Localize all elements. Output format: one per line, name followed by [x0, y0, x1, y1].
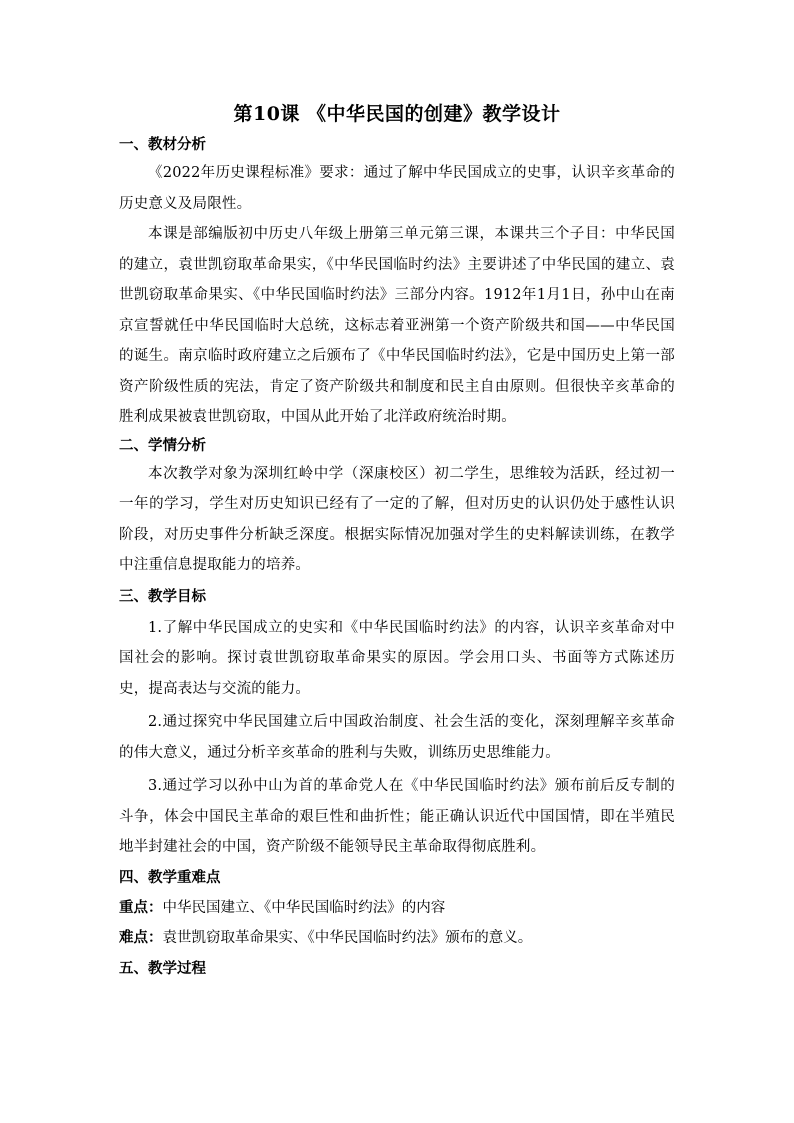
difficult-point-text: 袁世凯窃取革命果实、《中华民国临时约法》颁布的意义。 — [162, 930, 533, 946]
paragraph-student-analysis: 本次教学对象为深圳红岭中学（深康校区）初二学生，思维较为活跃，经过初一一年的学习，学生对历史知识已经有了一定的了解，但对历史的认识仍处于感性认识阶段，对历史事件分析缺乏深度。根据实际情况加强对学生的史料解读训练，在教学中注重信息提取能力的培养。 — [119, 465, 675, 573]
document-title: 第10课 《中华民国的创建》教学设计 — [233, 103, 561, 125]
document-page — [119, 100, 675, 984]
key-point-text: 中华民国建立、《中华民国临时约法》的内容 — [162, 899, 446, 916]
paragraph-goal-1: 1.了解中华民国成立的史实和《中华民国临时约法》的内容，认识辛亥革命对中国社会的影响。探讨袁世凯窃取革命果实的原因。学会用口头、书面等方式陈述历史，提高表达与交流的能力。 — [119, 619, 675, 697]
paragraph-lesson-overview: 本课是部编版初中历史八年级上册第三单元第三课，本课共三个子目：中华民国的建立，袁世凯窃取革命果实，《中华民国临时约法》主要讲述了中华民国的建立、袁世凯窃取革命果实、《中华民国临时约法》三部分内容。1912年1月1日，孙中山在南京宣誓就任中华民国临时大总统，这标志着亚洲第一个资产阶级共和国——中华民国的诞生。南京临时政府建立之后颁布了《中华民国临时约法》，它是中国历史上第一部资产阶级性质的宪法，肯定了资产阶级共和制度和民主自由原则。但很快辛亥革命的胜利成果被袁世凯窃取，中国从此开始了北洋政府统治时期。 — [119, 226, 675, 425]
section-heading-key-points: 四、教学重难点 — [119, 868, 221, 886]
section-heading-textbook-analysis: 一、教材分析 — [119, 136, 206, 153]
key-point-label: 重点： — [119, 898, 163, 916]
section-heading-teaching-process: 五、教学过程 — [119, 959, 206, 977]
paragraph-goal-2: 2.通过探究中华民国建立后中国政治制度、社会生活的变化，深刻理解辛亥革命的伟大意义，通过分析辛亥革命的胜利与失败，训练历史思维能力。 — [119, 714, 675, 761]
key-point-line — [119, 893, 675, 924]
section-heading-student-analysis: 二、学情分析 — [119, 436, 206, 454]
difficult-point-label: 难点： — [119, 929, 163, 946]
difficult-point-line — [119, 923, 675, 954]
section-heading-teaching-goals: 三、教学目标 — [119, 587, 206, 605]
paragraph-curriculum-standard: 《2022年历史课程标准》要求：通过了解中华民国成立的史事，认识辛亥革命的历史意义及局限性。 — [119, 165, 675, 212]
paragraph-goal-3: 3.通过学习以孙中山为首的革命党人在《中华民国临时约法》颁布前后反专制的斗争，体会中国民主革命的艰巨性和曲折性；能正确认识近代中国国情，即在半殖民地半封建社会的中国，资产阶级不能领导民主革命取得彻底胜利。 — [119, 778, 675, 855]
